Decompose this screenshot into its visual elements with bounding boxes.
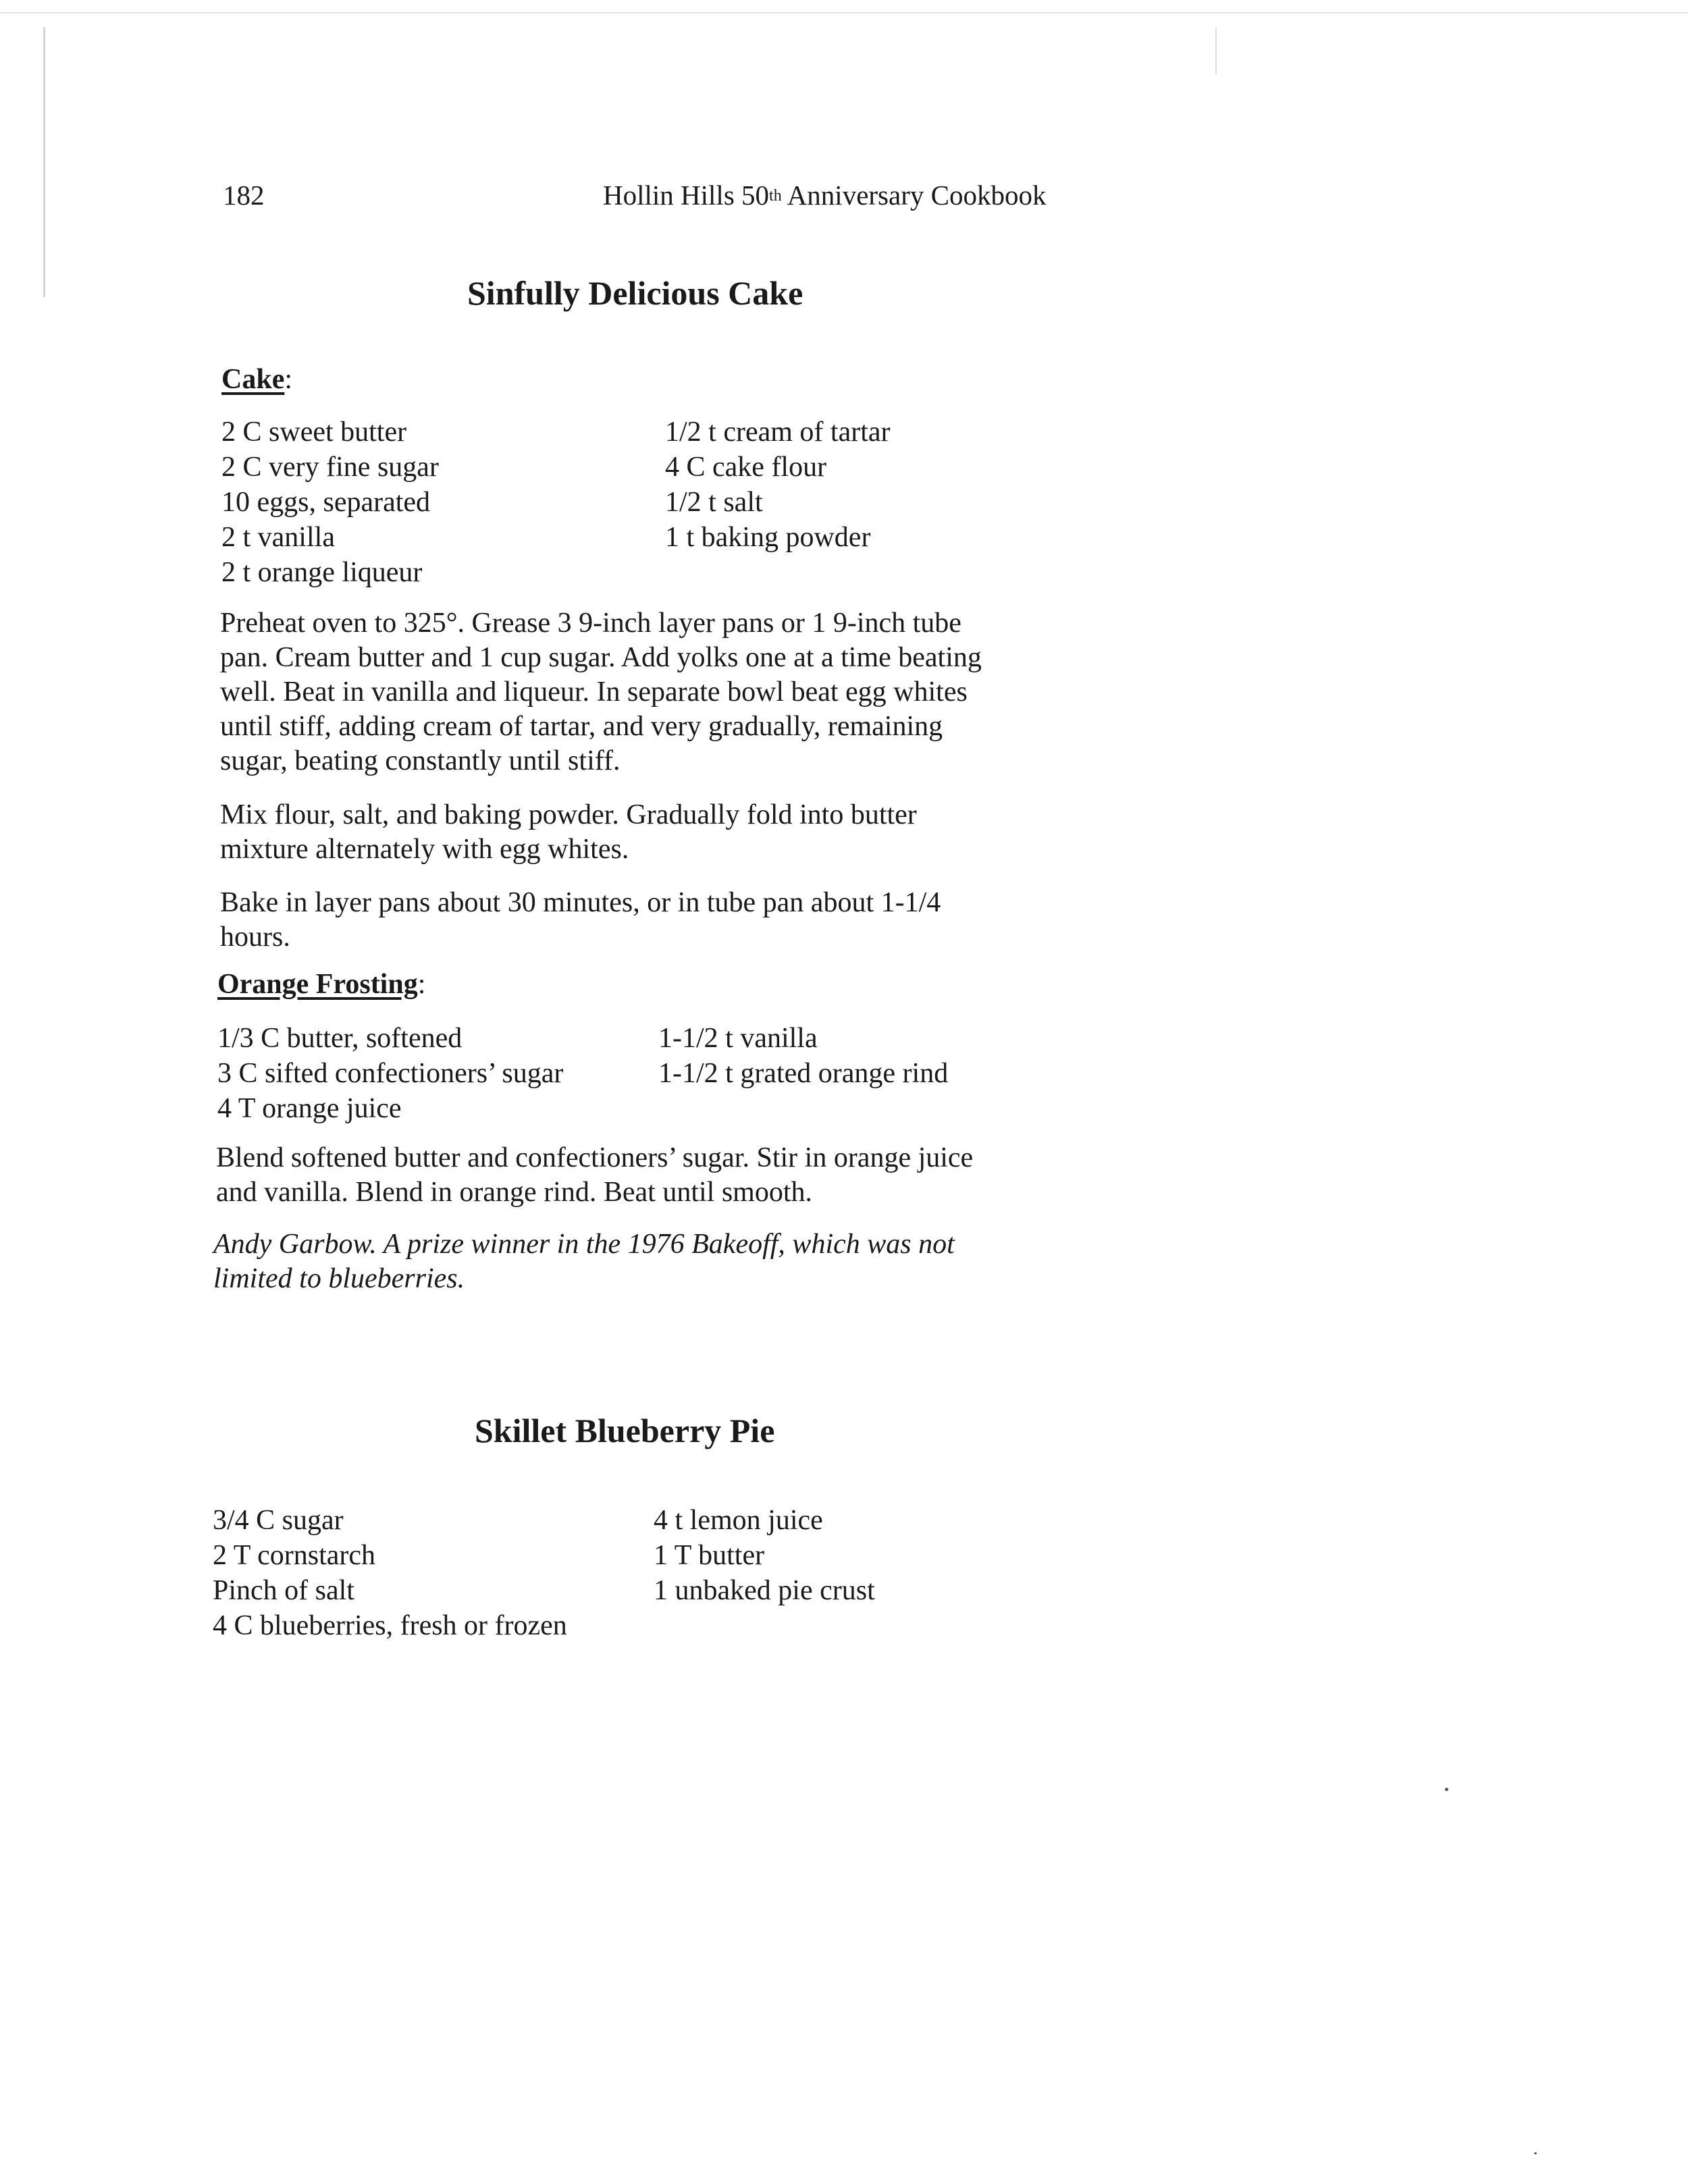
ingredient: 1-1/2 t grated orange rind bbox=[658, 1058, 949, 1089]
pie-ingredients-right bbox=[654, 1503, 875, 1608]
running-header-post: Anniversary Cookbook bbox=[781, 180, 1047, 211]
frosting-ingredients-right bbox=[658, 1021, 948, 1091]
scan-mark-right bbox=[1215, 27, 1217, 74]
scan-speck bbox=[1534, 2152, 1537, 2154]
ingredient: 2 t vanilla bbox=[221, 522, 335, 553]
ingredient: 2 C sweet butter bbox=[221, 417, 407, 448]
ingredient: 1/2 t cream of tartar bbox=[665, 417, 891, 448]
running-header bbox=[603, 179, 1046, 211]
cake-ingredients-left bbox=[221, 415, 439, 590]
frosting-heading-label: Orange Frosting bbox=[217, 969, 418, 1000]
ingredient: 3/4 C sugar bbox=[213, 1505, 344, 1536]
ingredient: 1 unbaked pie crust bbox=[654, 1575, 875, 1606]
ingredient: Pinch of salt bbox=[213, 1575, 354, 1606]
cake-heading bbox=[221, 363, 292, 396]
ingredient: 4 C blueberries, fresh or frozen bbox=[213, 1610, 567, 1641]
scan-edge-top bbox=[0, 12, 1688, 14]
scan-speck bbox=[1445, 1788, 1448, 1791]
ingredient: 1 t baking powder bbox=[665, 522, 871, 553]
scan-edge-left bbox=[43, 27, 45, 297]
cake-heading-colon: : bbox=[284, 364, 293, 395]
recipe-title-cake: Sinfully Delicious Cake bbox=[467, 274, 803, 312]
frosting-ingredients-left bbox=[217, 1021, 563, 1126]
ingredient: 3 C sifted confectioners’ sugar bbox=[217, 1058, 564, 1089]
cake-instructions-3: Bake in layer pans about 30 minutes, or in tube pan about 1-1/4 hours. bbox=[220, 887, 941, 953]
frosting-heading bbox=[217, 968, 425, 1001]
ingredient: 1-1/2 t vanilla bbox=[658, 1023, 818, 1054]
ingredient: 4 T orange juice bbox=[217, 1093, 402, 1124]
ingredient: 2 T cornstarch bbox=[213, 1540, 376, 1571]
ingredient: 4 C cake flour bbox=[665, 452, 827, 483]
ingredient: 1/2 t salt bbox=[665, 487, 763, 518]
frosting-heading-colon: : bbox=[417, 969, 426, 1000]
recipe-attribution: Andy Garbow. A prize winner in the 1976 Bakeoff, which was not limited to blueberries. bbox=[213, 1229, 955, 1294]
running-header-pre: Hollin Hills 50 bbox=[603, 180, 770, 211]
ingredient: 2 C very fine sugar bbox=[221, 452, 439, 483]
ingredient: 2 t orange liqueur bbox=[221, 557, 423, 588]
frosting-instructions: Blend softened butter and confectioners’ sugar. Stir in orange juice and vanilla. Blend in orange rind. Beat until smooth. bbox=[216, 1142, 974, 1208]
running-header-sup: th bbox=[769, 187, 782, 205]
ingredient: 1/3 C butter, softened bbox=[217, 1023, 463, 1054]
ingredient: 10 eggs, separated bbox=[221, 487, 431, 518]
recipe-title-pie: Skillet Blueberry Pie bbox=[475, 1412, 775, 1449]
cake-instructions-1: Preheat oven to 325°. Grease 3 9-inch layer pans or 1 9-inch tube pan. Cream butter and 1 cup sugar. Add yolks one at a time beating well. Beat in vanilla and liqueur. In separate bowl beat egg whites until stiff, adding cream of tartar, and very gradually, remaining sugar, beating constantly until stiff. bbox=[220, 608, 982, 776]
cake-ingredients-right bbox=[665, 415, 891, 555]
page-number: 182 bbox=[223, 180, 265, 211]
ingredient: 1 T butter bbox=[654, 1540, 765, 1571]
cake-heading-label: Cake bbox=[221, 364, 285, 395]
ingredient: 4 t lemon juice bbox=[654, 1505, 823, 1536]
pie-ingredients-left bbox=[213, 1503, 567, 1643]
cake-instructions-2: Mix flour, salt, and baking powder. Gradually fold into butter mixture alternately with egg whites. bbox=[220, 799, 917, 865]
